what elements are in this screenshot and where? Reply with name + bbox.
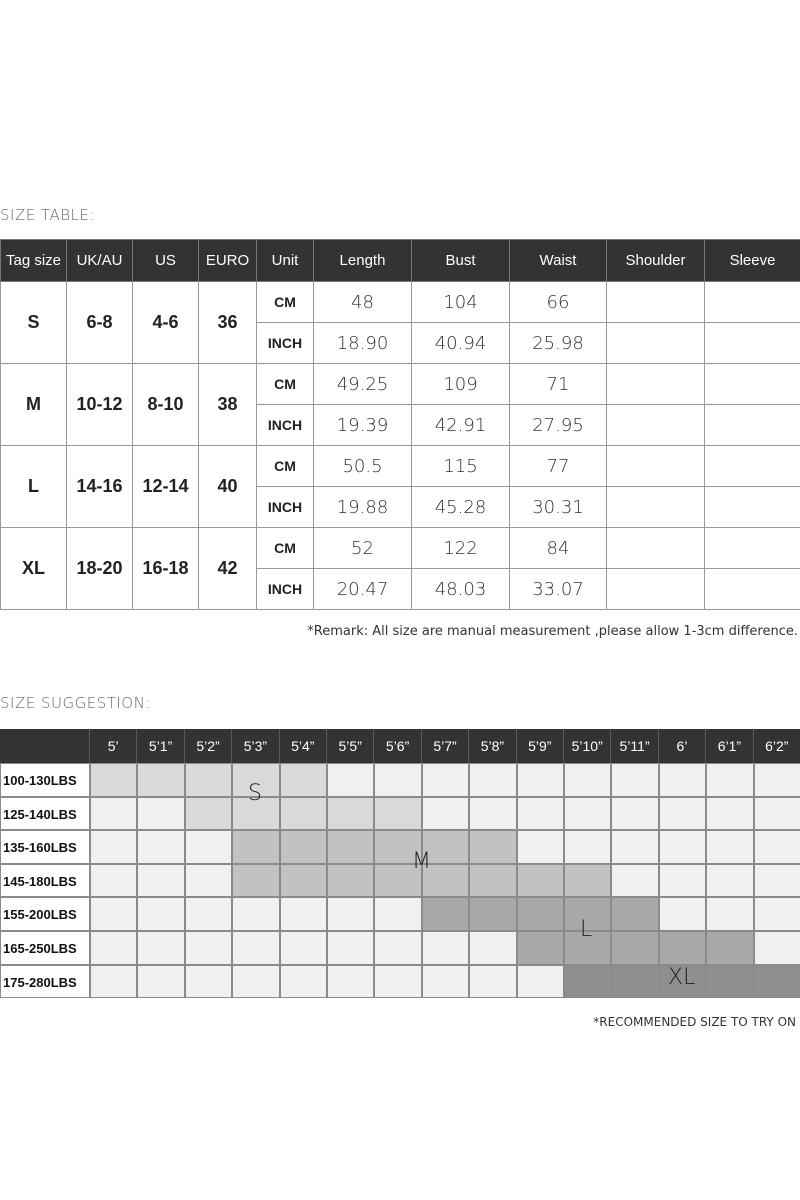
grid-cell bbox=[469, 965, 516, 999]
grid-cell bbox=[469, 864, 516, 898]
grid-cell bbox=[327, 830, 374, 864]
grid-cell bbox=[754, 763, 800, 797]
length-cell: 19.88 bbox=[314, 487, 412, 528]
size-zone-label: XL bbox=[668, 965, 696, 990]
table-row bbox=[1, 364, 800, 405]
grid-cell bbox=[280, 864, 327, 898]
table-row bbox=[1, 446, 800, 487]
grid-cell bbox=[469, 931, 516, 965]
header-uk-au: UK/AU bbox=[67, 240, 133, 282]
weight-label: 145-180LBS bbox=[0, 864, 90, 898]
header-unit: Unit bbox=[257, 240, 314, 282]
length-cell: 49.25 bbox=[314, 364, 412, 405]
size-table-header-row bbox=[1, 240, 800, 282]
grid-cell bbox=[90, 830, 137, 864]
grid-cell bbox=[232, 897, 279, 931]
uk-au-cell: 14-16 bbox=[67, 446, 133, 528]
euro-cell: 36 bbox=[199, 282, 257, 364]
size-suggestion-title: SIZE SUGGESTION: bbox=[0, 694, 151, 712]
grid-cell bbox=[469, 763, 516, 797]
height-header: 5’4” bbox=[280, 729, 327, 763]
grid-cell bbox=[280, 965, 327, 999]
grid-cell bbox=[232, 965, 279, 999]
grid-cell bbox=[137, 864, 184, 898]
grid-cell bbox=[422, 797, 469, 831]
grid-cell bbox=[517, 965, 564, 999]
height-header: 5’6” bbox=[374, 729, 421, 763]
grid-cell bbox=[327, 797, 374, 831]
shoulder-cell bbox=[607, 364, 705, 405]
grid-cell bbox=[137, 897, 184, 931]
shoulder-cell bbox=[607, 569, 705, 610]
uk-au-cell: 18-20 bbox=[67, 528, 133, 610]
euro-cell: 42 bbox=[199, 528, 257, 610]
sleeve-cell bbox=[705, 569, 800, 610]
header-tag-size: Tag size bbox=[1, 240, 67, 282]
us-cell: 4-6 bbox=[133, 282, 199, 364]
grid-cell bbox=[611, 830, 658, 864]
height-header: 5’8” bbox=[469, 729, 516, 763]
header-sleeve: Sleeve bbox=[705, 240, 800, 282]
tag-size-cell: XL bbox=[1, 528, 67, 610]
unit-cell: CM bbox=[257, 446, 314, 487]
grid-cell bbox=[754, 830, 800, 864]
grid-cell bbox=[280, 830, 327, 864]
measurement-remark: *Remark: All size are manual measurement ,please allow 1-3cm difference. bbox=[307, 624, 798, 639]
table-row bbox=[1, 528, 800, 569]
grid-cell bbox=[754, 797, 800, 831]
size-suggestion-grid bbox=[0, 729, 800, 999]
grid-cell bbox=[185, 830, 232, 864]
euro-cell: 38 bbox=[199, 364, 257, 446]
grid-cell bbox=[564, 830, 611, 864]
waist-cell: 71 bbox=[510, 364, 607, 405]
grid-cell bbox=[327, 763, 374, 797]
size-table-title: SIZE TABLE: bbox=[0, 206, 95, 224]
grid-cell bbox=[754, 965, 800, 999]
grid-cell bbox=[611, 965, 658, 999]
height-header: 5’ bbox=[90, 729, 137, 763]
recommendation-footnote: *RECOMMENDED SIZE TO TRY ON bbox=[593, 1015, 796, 1029]
weight-label: 165-250LBS bbox=[0, 931, 90, 965]
bust-cell: 115 bbox=[412, 446, 510, 487]
grid-cell bbox=[280, 897, 327, 931]
header-bust: Bust bbox=[412, 240, 510, 282]
size-zone-label: L bbox=[580, 917, 593, 942]
grid-cell bbox=[185, 763, 232, 797]
height-header: 5’2” bbox=[185, 729, 232, 763]
waist-cell: 66 bbox=[510, 282, 607, 323]
grid-cell bbox=[90, 965, 137, 999]
grid-cell bbox=[185, 931, 232, 965]
grid-cell bbox=[611, 763, 658, 797]
shoulder-cell bbox=[607, 282, 705, 323]
table-row bbox=[1, 282, 800, 323]
grid-cell bbox=[280, 763, 327, 797]
grid-cell bbox=[564, 864, 611, 898]
height-header: 6’2” bbox=[754, 729, 800, 763]
grid-cell bbox=[469, 897, 516, 931]
bust-cell: 40.94 bbox=[412, 323, 510, 364]
grid-corner-header bbox=[0, 729, 90, 763]
unit-cell: INCH bbox=[257, 323, 314, 364]
bust-cell: 45.28 bbox=[412, 487, 510, 528]
tag-size-cell: L bbox=[1, 446, 67, 528]
grid-cell bbox=[706, 931, 753, 965]
weight-label: 125-140LBS bbox=[0, 797, 90, 831]
grid-cell bbox=[422, 897, 469, 931]
grid-cell bbox=[659, 864, 706, 898]
uk-au-cell: 6-8 bbox=[67, 282, 133, 364]
waist-cell: 27.95 bbox=[510, 405, 607, 446]
bust-cell: 42.91 bbox=[412, 405, 510, 446]
height-header: 5’5” bbox=[327, 729, 374, 763]
grid-cell bbox=[706, 897, 753, 931]
grid-cell bbox=[90, 931, 137, 965]
weight-label: 155-200LBS bbox=[0, 897, 90, 931]
header-waist: Waist bbox=[510, 240, 607, 282]
grid-cell bbox=[611, 897, 658, 931]
grid-cell bbox=[564, 763, 611, 797]
grid-cell bbox=[280, 797, 327, 831]
height-header: 5’3” bbox=[232, 729, 279, 763]
grid-cell bbox=[706, 965, 753, 999]
grid-cell bbox=[659, 931, 706, 965]
unit-cell: INCH bbox=[257, 405, 314, 446]
shoulder-cell bbox=[607, 446, 705, 487]
grid-cell bbox=[327, 931, 374, 965]
grid-cell bbox=[185, 897, 232, 931]
grid-cell bbox=[754, 864, 800, 898]
uk-au-cell: 10-12 bbox=[67, 364, 133, 446]
size-zone-label: M bbox=[412, 849, 431, 874]
grid-cell bbox=[659, 763, 706, 797]
height-header: 6’ bbox=[659, 729, 706, 763]
grid-cell bbox=[137, 931, 184, 965]
weight-label: 135-160LBS bbox=[0, 830, 90, 864]
grid-cell bbox=[517, 797, 564, 831]
us-cell: 16-18 bbox=[133, 528, 199, 610]
sleeve-cell bbox=[705, 405, 800, 446]
grid-cell bbox=[280, 931, 327, 965]
grid-cell bbox=[517, 931, 564, 965]
shoulder-cell bbox=[607, 405, 705, 446]
grid-cell bbox=[422, 931, 469, 965]
size-table bbox=[0, 239, 800, 610]
bust-cell: 104 bbox=[412, 282, 510, 323]
grid-cell bbox=[611, 931, 658, 965]
sleeve-cell bbox=[705, 528, 800, 569]
height-header: 5’9” bbox=[517, 729, 564, 763]
length-cell: 48 bbox=[314, 282, 412, 323]
waist-cell: 25.98 bbox=[510, 323, 607, 364]
grid-cell bbox=[422, 763, 469, 797]
sleeve-cell bbox=[705, 487, 800, 528]
us-cell: 12-14 bbox=[133, 446, 199, 528]
waist-cell: 84 bbox=[510, 528, 607, 569]
waist-cell: 30.31 bbox=[510, 487, 607, 528]
grid-cell bbox=[185, 864, 232, 898]
length-cell: 52 bbox=[314, 528, 412, 569]
shoulder-cell bbox=[607, 323, 705, 364]
grid-cell bbox=[754, 931, 800, 965]
grid-cell bbox=[517, 763, 564, 797]
grid-cell bbox=[185, 965, 232, 999]
us-cell: 8-10 bbox=[133, 364, 199, 446]
grid-cell bbox=[564, 797, 611, 831]
grid-cell bbox=[659, 897, 706, 931]
unit-cell: CM bbox=[257, 364, 314, 405]
grid-cell bbox=[469, 797, 516, 831]
grid-cell bbox=[327, 897, 374, 931]
shoulder-cell bbox=[607, 528, 705, 569]
grid-cell bbox=[706, 763, 753, 797]
grid-cell bbox=[137, 965, 184, 999]
grid-cell bbox=[232, 931, 279, 965]
tag-size-cell: M bbox=[1, 364, 67, 446]
grid-cell bbox=[517, 830, 564, 864]
height-header: 5’1” bbox=[137, 729, 184, 763]
unit-cell: INCH bbox=[257, 487, 314, 528]
grid-cell bbox=[90, 864, 137, 898]
size-zone-label: S bbox=[248, 781, 262, 806]
sleeve-cell bbox=[705, 282, 800, 323]
grid-cell bbox=[232, 830, 279, 864]
grid-cell bbox=[754, 897, 800, 931]
unit-cell: CM bbox=[257, 528, 314, 569]
grid-cell bbox=[232, 864, 279, 898]
grid-cell bbox=[90, 897, 137, 931]
header-length: Length bbox=[314, 240, 412, 282]
euro-cell: 40 bbox=[199, 446, 257, 528]
height-header: 5’10” bbox=[564, 729, 611, 763]
length-cell: 19.39 bbox=[314, 405, 412, 446]
height-header: 5’11” bbox=[611, 729, 658, 763]
grid-cell bbox=[137, 763, 184, 797]
grid-cell bbox=[327, 965, 374, 999]
grid-cell bbox=[374, 965, 421, 999]
grid-cell bbox=[327, 864, 374, 898]
waist-cell: 33.07 bbox=[510, 569, 607, 610]
grid-cell bbox=[185, 797, 232, 831]
grid-cell bbox=[422, 965, 469, 999]
bust-cell: 109 bbox=[412, 364, 510, 405]
tag-size-cell: S bbox=[1, 282, 67, 364]
grid-cell bbox=[137, 830, 184, 864]
grid-cell bbox=[517, 864, 564, 898]
header-us: US bbox=[133, 240, 199, 282]
grid-cell bbox=[374, 797, 421, 831]
length-cell: 20.47 bbox=[314, 569, 412, 610]
grid-cell bbox=[469, 830, 516, 864]
grid-cell bbox=[374, 931, 421, 965]
bust-cell: 122 bbox=[412, 528, 510, 569]
grid-cell bbox=[517, 897, 564, 931]
length-cell: 18.90 bbox=[314, 323, 412, 364]
waist-cell: 77 bbox=[510, 446, 607, 487]
unit-cell: CM bbox=[257, 282, 314, 323]
height-header: 5’7” bbox=[422, 729, 469, 763]
height-header: 6’1” bbox=[706, 729, 753, 763]
bust-cell: 48.03 bbox=[412, 569, 510, 610]
header-shoulder: Shoulder bbox=[607, 240, 705, 282]
grid-cell bbox=[706, 864, 753, 898]
grid-cell bbox=[374, 763, 421, 797]
unit-cell: INCH bbox=[257, 569, 314, 610]
grid-cell bbox=[706, 797, 753, 831]
grid-cell bbox=[137, 797, 184, 831]
grid-cell bbox=[90, 763, 137, 797]
grid-cell bbox=[659, 797, 706, 831]
sleeve-cell bbox=[705, 446, 800, 487]
weight-label: 100-130LBS bbox=[0, 763, 90, 797]
grid-cell bbox=[611, 864, 658, 898]
grid-cell bbox=[564, 965, 611, 999]
grid-cell bbox=[90, 797, 137, 831]
header-euro: EURO bbox=[199, 240, 257, 282]
sleeve-cell bbox=[705, 323, 800, 364]
grid-cell bbox=[374, 897, 421, 931]
sleeve-cell bbox=[705, 364, 800, 405]
grid-cell bbox=[706, 830, 753, 864]
weight-label: 175-280LBS bbox=[0, 965, 90, 999]
grid-cell bbox=[611, 797, 658, 831]
length-cell: 50.5 bbox=[314, 446, 412, 487]
shoulder-cell bbox=[607, 487, 705, 528]
grid-cell bbox=[659, 830, 706, 864]
